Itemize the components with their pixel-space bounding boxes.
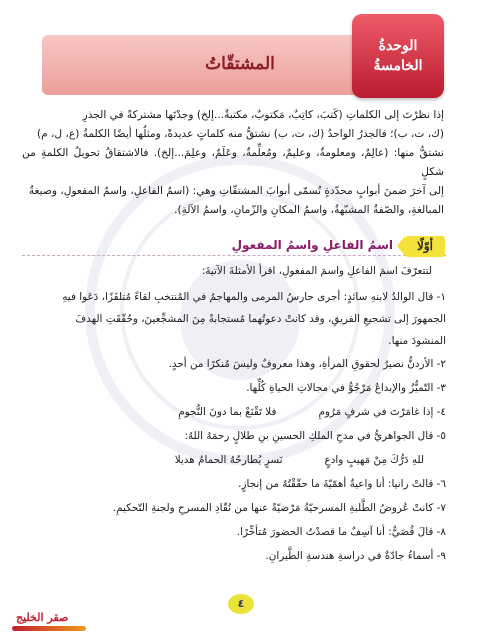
page-number: ٤ xyxy=(228,594,254,614)
section-instruction: لتتعرّفَ اسمَ الفاعلِ واسمَ المفعولِ، اقرأ الأمثلةَ الآتيةَ: xyxy=(201,265,432,277)
example-2: ٢- الأردنُّ نصيرٌ لحقوقِ المرأةِ، وهذا معروفٌ وليسَ مُنكرًا من أحدٍ. xyxy=(168,358,446,370)
example-9: ٩- أسماءُ جادّةٌ في دراسةِ هندسةِ الطَّيرانِ. xyxy=(265,550,446,562)
example-5-verse xyxy=(22,448,446,472)
lesson-title: المشتقّاتُ xyxy=(205,54,275,74)
section-number-badge: أوّلًا xyxy=(405,236,445,257)
publisher-logo-text: صقر الخليج xyxy=(16,611,69,624)
publisher-logo-mark xyxy=(12,626,86,631)
example-1 xyxy=(22,286,446,352)
example-3: ٣- التّميُّزُ والإبداعُ مَرْجُوٌّ في مجالاتِ الحياةِ كُلِّها. xyxy=(246,382,446,394)
example-4-verse xyxy=(22,400,446,424)
example-line: الجمهورَ إلى تشجيعِ الفريقِ، وقد كانتْ دعوتُهما مُستجابةً مِنَ المشجِّعينَ، وحُقّقَتِ الهدفَ xyxy=(75,313,446,325)
verse-hemistich-right: للهِ دَرُّكَ مِنْ مَهيبٍ وادعٍ xyxy=(324,454,424,466)
example-7: ٧- كانتْ عُروضُ الطَّلبةِ المسرحيّةُ مَرْضيّةً عنها من نُقّادِ المسرحِ ولجنةِ التّحكيمِ. xyxy=(112,502,446,514)
unit-label: الوحدةُ xyxy=(378,38,418,54)
examples-list xyxy=(22,286,446,568)
paragraph-line: إذا نظرْتَ إلى الكلماتِ (كَتبَ، كاتِبٌ، مَكتوبٌ، مكتبةٌ...إلخ) وجدْتَها مشتركةً في الجذرِ xyxy=(82,109,444,121)
example-6: ٦- قالتْ رانيا: أنا واعيةٌ أهمّيّةَ ما حقّقْتُهُ من إنجازٍ. xyxy=(238,478,446,490)
example-number: ٤- xyxy=(436,406,446,418)
section-heading xyxy=(231,236,445,257)
paragraph-line: إلى آخرَ ضمنَ أبوابٍ محدّدةٍ تُسمّى أبوابَ المشتقّاتِ وهي: (اسمُ الفاعلِ، واسمُ المفعولِ، وصيغةُ xyxy=(28,185,444,197)
paragraph-line: (ك، ت، ب)؛ فالجذرُ الواحدُ (ك، ت، ب) نشتقُّ منه كلماتٍ عديدةً، ومثلُها أيضًا الكلمةُ (ع، ل، م) xyxy=(36,128,444,140)
paragraph-line: المبالغةِ، والصّفةُ المشبّهةُ، واسمُ المكانِ والزّمانِ، واسمُ الآلةِ). xyxy=(174,204,444,216)
example-line: ١- قال الوالدُ لابنهِ سائدٍ: أجرى حارسُ المرمى والمهاجمُ في المُنتخبِ لقاءً مُتلفَزًا، دَعَوا فيهِ xyxy=(62,291,446,303)
verse-text: إذا غامَرْتَ في شرفٍ مَرُومِ xyxy=(318,406,434,418)
paragraph-line: نشتقُّ منها: (عالِمٌ، ومعلومةٌ، وعليمٌ، ومُعلِّمةٌ، وعَلَمٌ، وعلِمَ...إلخ). فالاشتقاقُ تحويلُ الكلمةِ من شكلٍ xyxy=(22,147,444,178)
unit-number: الخامسةُ xyxy=(373,58,423,74)
verse-hemistich-right xyxy=(318,400,446,424)
verse-hemistich-left: نَسرٍ يُطارحُهُ الحمامُ هديلا xyxy=(174,454,283,466)
intro-paragraph xyxy=(22,106,444,220)
example-5: ٥- قال الجواهريُّ في مدحِ الملكِ الحسينِ بنِ طلالٍ رحمَهُ اللهُ: xyxy=(184,430,446,442)
example-line: المنشودَ منها. xyxy=(388,335,446,347)
example-8: ٨- قالَ قُصَيٌّ: أنا آسِفٌ ما قصدْتُ الحضورَ مُتأخِّرًا. xyxy=(236,526,446,538)
verse-hemistich-left: فلا تَقْنَعْ بما دونَ النُّجومِ xyxy=(178,406,277,418)
section-title: اسمُ الفاعلِ واسمُ المفعولِ xyxy=(231,238,393,252)
unit-badge xyxy=(352,14,444,98)
